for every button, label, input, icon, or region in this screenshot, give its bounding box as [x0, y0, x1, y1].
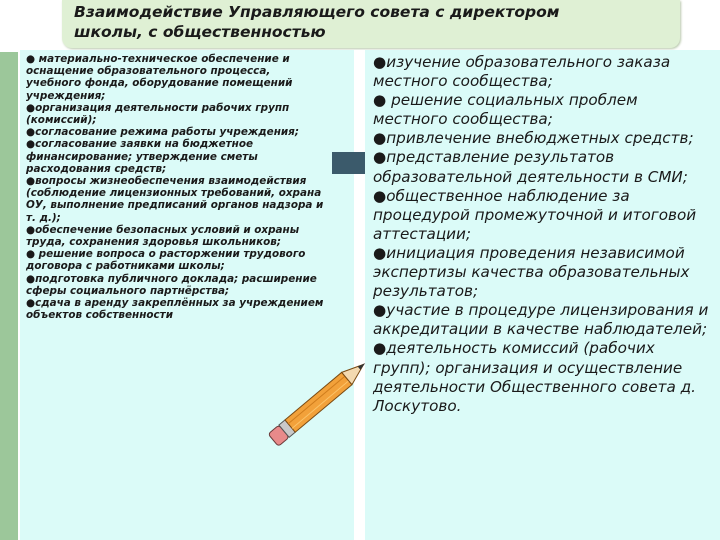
director-interaction-list	[26, 53, 326, 321]
list-item: ●согласование заявки на бюджетное финансирование; утверждение сметы расходования средств;	[26, 138, 258, 175]
list-item: ●инициация проведения независимой экспертизы качества образовательных результатов;	[373, 243, 690, 301]
list-item: ● материально-техническое обеспечение и оснащение образовательного процесса, учебного фонда, оборудование помещений учреждения;	[26, 53, 293, 102]
list-item: ●вопросы жизнеобеспечения взаимодействия (соблюдение лицензионных требований, охрана ОУ, выполнение предписаний органов надзора и т. д.);	[26, 175, 324, 224]
title-box	[62, 0, 680, 48]
list-item: ●привлечение внебюджетных средств;	[373, 129, 694, 148]
community-interaction-list	[373, 53, 713, 416]
panel-gap	[354, 50, 365, 540]
slide-title-line-1: Взаимодействие Управляющего совета с директором	[74, 3, 560, 21]
list-item: ●сдача в аренду закреплённых за учреждением объектов собственности	[26, 297, 324, 322]
list-item: ●подготовка публичного доклада; расширение сферы социального партнёрства;	[26, 272, 317, 297]
list-item: ●изучение образовательного заказа местного сообщества;	[373, 53, 671, 91]
slide-title	[74, 2, 674, 42]
list-item: ●общественное наблюдение за процедурой промежуточной и итоговой аттестации;	[373, 186, 697, 243]
list-item: ● решение социальных проблем местного сообщества;	[373, 91, 638, 129]
list-item: ●организация деятельности рабочих групп (комиссий);	[26, 101, 290, 127]
list-item: ●деятельность комиссий (рабочих групп); организация и осуществление деятельности Общественного совета д. Лоскутово.	[373, 339, 696, 415]
list-item: ●обеспечение безопасных условий и охраны труда, сохранения здоровья школьников;	[26, 223, 300, 249]
list-item: ● решение вопроса о расторжении трудового договора с работниками школы;	[26, 248, 306, 273]
pencil-icon	[255, 345, 385, 457]
list-item: ●представление результатов образовательной деятельности в СМИ;	[373, 148, 688, 186]
left-accent-strip	[0, 0, 18, 540]
slide-title-line-2: школы, с общественностью	[74, 23, 326, 41]
connector-tab	[332, 152, 365, 174]
list-item: ●согласование режима работы учреждения;	[26, 126, 299, 139]
list-item: ●участие в процедуре лицензирования и аккредитации в качестве наблюдателей;	[373, 301, 709, 339]
